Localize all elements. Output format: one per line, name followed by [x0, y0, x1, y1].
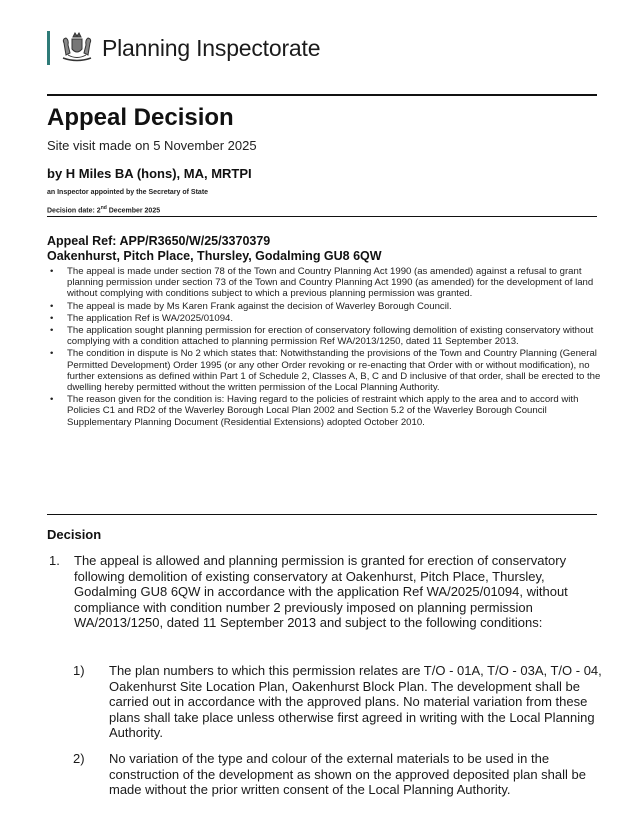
page-title: Appeal Decision: [47, 104, 234, 131]
appeal-reference: Appeal Ref: APP/R3650/W/25/3370379: [47, 234, 271, 248]
list-item-text: The application Ref is WA/2025/01094.: [67, 312, 234, 324]
bullet-icon: •: [50, 348, 54, 360]
condition-item: [47, 751, 602, 798]
decision-paragraph: [47, 553, 602, 631]
decision-date-suffix: nd: [100, 205, 107, 211]
appeal-address: Oakenhurst, Pitch Place, Thursley, Godalming GU8 6QW: [47, 249, 382, 263]
inspector-appointment: an Inspector appointed by the Secretary of State: [47, 189, 209, 196]
list-item: [47, 394, 602, 428]
list-item: [47, 313, 602, 324]
appeal-details-list: [47, 266, 602, 429]
paragraph-text: The appeal is allowed and planning permission is granted for erection of conservatory following demolition of existing conservatory at Oakenhurst, Pitch Place, Thursley, Godalming GU8 6QW in accordance with the application Ref WA/2025/01094, without compliance with condition number 2 previously imposed on planning permission WA/2013/1250, dated 11 September 2013 and subject to the following conditions:: [74, 553, 568, 631]
paragraph-number: 1.: [49, 553, 60, 568]
decision-date-rest: December 2025: [106, 207, 161, 215]
conditions-list: [47, 663, 602, 808]
accent-bar: [47, 31, 50, 65]
site-visit-date: Site visit made on 5 November 2025: [47, 138, 257, 153]
bullet-icon: •: [50, 266, 54, 277]
bullet-icon: •: [50, 312, 54, 324]
decision-date: [47, 205, 160, 214]
list-item: [47, 266, 602, 300]
bullet-icon: •: [50, 300, 54, 312]
condition-text: The plan numbers to which this permission relates are T/O - 01A, T/O - 03A, T/O - 04, Oakenhurst Site Location Plan, Oakenhurst Block Plan. The development shall be carried out in accordance with the approved plans. No material variation from these plans shall take place unless otherwise first agreed in writing with the Local Planning Authority.: [109, 663, 602, 741]
decision-date-label: Decision date: 2: [47, 207, 101, 215]
royal-coat-of-arms-icon: [58, 31, 96, 65]
divider: [47, 94, 597, 96]
list-item: [47, 325, 602, 347]
condition-number: 2): [73, 750, 85, 766]
bullet-icon: •: [50, 325, 54, 337]
list-item-text: The appeal is made by Ms Karen Frank against the decision of Waverley Borough Council.: [67, 300, 452, 312]
list-item-text: The condition in dispute is No 2 which states that: Notwithstanding the provisions of the Town and Country Planning (General Permitted Development) Order 1995 (or any other Order revoking or re-enacting that Order with or without modification), no further extensions as defined within Part 1 of Schedule 2, Classes A, B, C and D inclusive of that order, shall be erected to the dwelling hereby permitted without the written permission of the Local Planning Authority.: [67, 348, 601, 394]
list-item-text: The application sought planning permission for erection of conservatory following demolition of existing conservatory without complying with a condition attached to planning permission Ref WA/2013/1250, dated 11 September 2013.: [67, 325, 594, 348]
list-item-text: The reason given for the condition is: Having regard to the policies of restraint which apply to the area and to accord with Policies C1 and RD2 of the Waverley Borough Local Plan 2002 and Section 5.2 of the Waverley Borough Council Supplementary Planning Document (Residential Extensions) adopted October 2010.: [67, 394, 579, 428]
page-header: [47, 28, 320, 68]
decision-heading: Decision: [47, 527, 102, 542]
list-item-text: The appeal is made under section 78 of the Town and Country Planning Act 1990 (as amended) against a refusal to grant planning permission under section 73 of the Town and Country Planning Act 1990 (as amended) for the development of land without complying with conditions subject to which a previous planning permission was granted.: [67, 266, 594, 300]
list-item: [47, 301, 602, 312]
list-item: [47, 348, 602, 393]
brand-name: Planning Inspectorate: [102, 34, 321, 61]
bullet-icon: •: [50, 394, 54, 406]
divider: [47, 216, 597, 217]
inspector-name: by H Miles BA (hons), MA, MRTPI: [47, 166, 252, 181]
divider: [47, 514, 597, 515]
condition-item: [47, 663, 602, 741]
condition-number: 1): [73, 663, 85, 678]
condition-text: No variation of the type and colour of the external materials to be used in the construction of the development as shown on the approved deposited plan shall be made without the prior written consent of the Local Planning Authority.: [109, 750, 586, 798]
